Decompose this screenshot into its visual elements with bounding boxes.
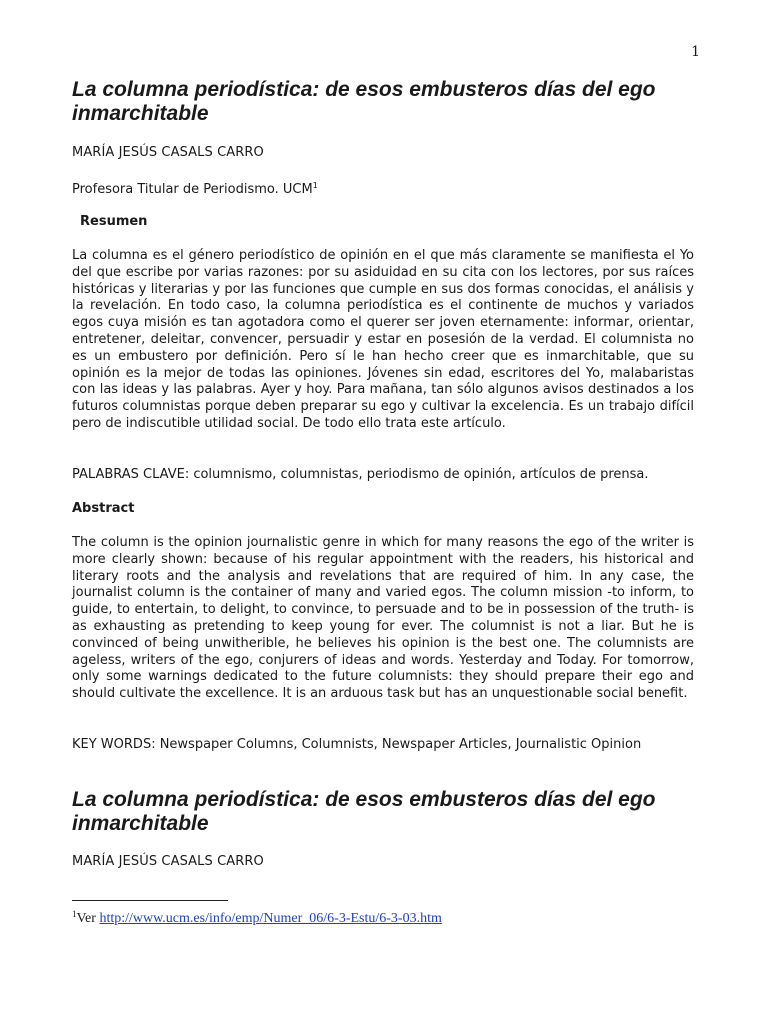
abstract-body: The column is the opinion journalistic genre in which for many reasons the ego of the writer is more clearly shown: because of his regular appointment with the readers, his historical and literary roots and the analysis and revelations that are required of him. In any case, the journalist column is the container of many and varied egos. The column mission -to inform, to guide, to entertain, to delight, to convince, to persuade and to be in possession of the truth- is as exhausting as pretending to keep young for ever. The columnist is not a liar. But he is convinced of being unwitherible, he believes his opinion is the best one. The columnists are ageless, writers of the ego, conjurers of ideas and words. Yesterday and Today. For tomorrow, only some warnings dedicated to the future columnists: they should prepare their ego and should cultivate the excellence. It is an arduous task but has an unquestionable social benefit. bbox=[72, 535, 694, 702]
author-affiliation bbox=[72, 178, 318, 198]
footnote-marker: 1 bbox=[72, 909, 77, 919]
footnote-link[interactable]: http://www.ucm.es/info/emp/Numer_06/6-3-Estu/6-3-03.htm bbox=[99, 911, 442, 926]
author-name: MARÍA JESÚS CASALS CARRO bbox=[72, 145, 264, 160]
resumen-body: La columna es el género periodístico de opinión en el que más claramente se manifiesta el Yo del que escribe por varias razones: por su asiduidad en su cita con los lectores, por sus raíces históricas y literarias y por las funciones que cumple en sus dos formas conocidas, el análisis y la revelación. En todo caso, la columna periodística es el continente de muchos y variados egos cuya misión es tan agotadora como el querer ser joven eternamente: informar, orientar, entretener, deleitar, convencer, persuadir y estar en posesión de la verdad. El columnista no es un embustero por definición. Pero sí le han hecho creer que es inmarchitable, que su opinión es la mejor de todas las opiniones. Jóvenes sin edad, escritores del Yo, malabaristas con las ideas y las palabras. Ayer y hoy. Para mañana, tan sólo algunos avisos destinados a los futuros columnistas porque deben preparar su ego y cultivar la excelencia. Es un trabajo difícil pero de indiscutible utilidad social. De todo ello trata este artículo. bbox=[72, 248, 694, 431]
abstract-heading: Abstract bbox=[72, 501, 135, 516]
footnote-separator bbox=[72, 900, 228, 901]
author-name-repeat: MARÍA JESÚS CASALS CARRO bbox=[72, 854, 264, 869]
footnote-prefix: Ver bbox=[76, 911, 100, 926]
article-title-repeat: La columna periodística: de esos embusteros días del ego inmarchitable bbox=[72, 788, 656, 835]
palabras-clave: PALABRAS CLAVE: columnismo, columnistas, periodismo de opinión, artículos de prensa. bbox=[72, 467, 649, 482]
article-title: La columna periodística: de esos embusteros días del ego inmarchitable bbox=[72, 78, 656, 125]
page-number: 1 bbox=[691, 44, 700, 60]
key-words: KEY WORDS: Newspaper Columns, Columnists, Newspaper Articles, Journalistic Opinion bbox=[72, 737, 642, 752]
footnote bbox=[72, 905, 442, 928]
affiliation-text: Profesora Titular de Periodismo. UCM bbox=[72, 182, 313, 197]
resumen-heading: Resumen bbox=[80, 214, 148, 229]
footnote-reference: 1 bbox=[312, 181, 318, 190]
